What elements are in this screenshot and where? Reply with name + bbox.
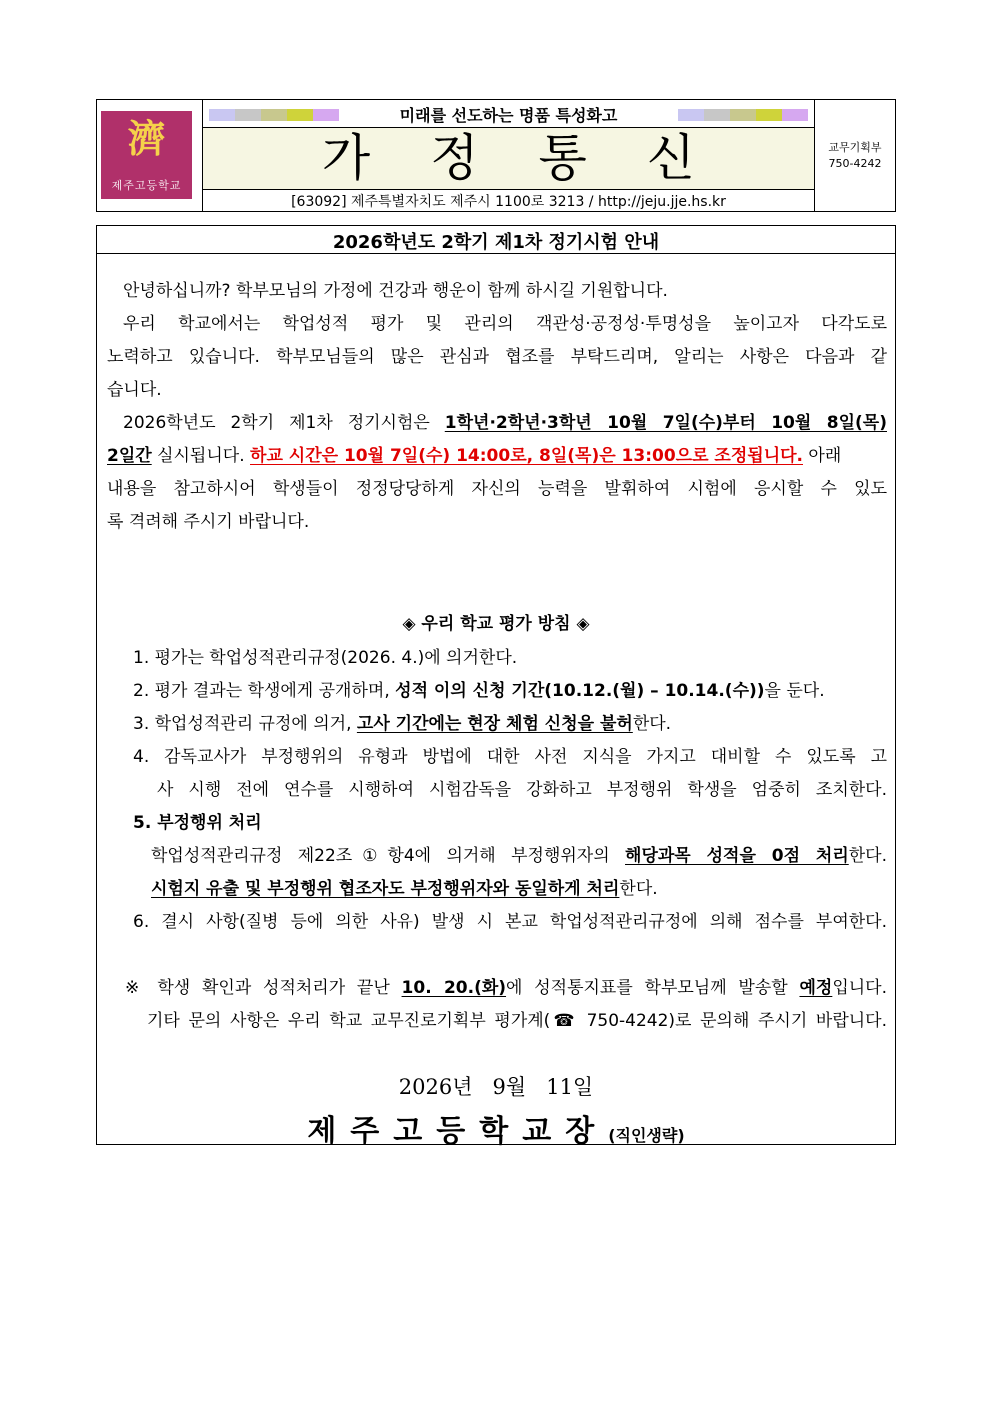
swatch xyxy=(678,109,704,121)
dept-name: 교무기획부 xyxy=(828,141,882,154)
policy-item-5-title: 5. 부정행위 처리 xyxy=(133,813,262,833)
policy-item-4-line-1: 4. 감독교사가 부정행위의 유형과 방법에 대한 사전 지식을 가지고 대비할 수 있도록 고 xyxy=(133,747,887,767)
greeting: 안녕하십니까? 학부모님의 가정에 건강과 행운이 함께 하시길 기원합니다. xyxy=(123,281,668,301)
exam-post-text: 아래 xyxy=(803,446,842,466)
dismissal-time-notice: 하교 시간은 10월 7일(수) 14:00로, 8일(목)은 13:00으로 조정됩니다. xyxy=(250,446,803,466)
policy-item-3 xyxy=(133,708,671,741)
notice-title-row xyxy=(97,226,895,254)
zero-score-rule: 해당과목 성적을 0점 처리 xyxy=(625,846,849,866)
policy-item-5-line-2-post: 한다. xyxy=(619,879,658,899)
note-text: ※ 학생 확인과 성적처리가 끝난 xyxy=(125,978,402,998)
intro-line-3: 습니다. xyxy=(107,380,162,400)
header-center xyxy=(203,100,814,211)
exam-mid-text: 실시됩니다. xyxy=(151,446,251,466)
note-mid-text: 에 성적통지표를 학부모님께 발송할 xyxy=(506,978,800,998)
signer-name: 제주고등학교장 xyxy=(307,1114,609,1149)
swatch xyxy=(756,109,782,121)
policy-title: ◈ 우리 학교 평가 방침 ◈ xyxy=(402,614,590,634)
logo-emblem: 濟 xyxy=(127,116,166,161)
note-line-2 xyxy=(147,1005,887,1038)
issue-date: 2026년 9월 11일 xyxy=(398,1075,594,1099)
policy-item-5-line-1 xyxy=(151,840,887,873)
policy-item-2-post: 을 둔다. xyxy=(764,681,825,701)
swatch xyxy=(782,109,808,121)
notice-title: 2026학년도 2학기 제1차 정기시험 안내 xyxy=(332,232,660,253)
policy-item-3-post: 한다. xyxy=(632,714,672,734)
policy-item-1: 1. 평가는 학업성적관리규정(2026. 4.)에 의거한다. xyxy=(133,648,518,668)
school-address: [63092] 제주특별자치도 제주시 1100로 3213 / http://jeju.jje.hs.kr xyxy=(291,194,726,210)
contact-text: 기타 문의 사항은 우리 학교 교무진로기획부 평가계( xyxy=(147,1011,551,1031)
dept-cell xyxy=(814,100,895,211)
exam-line-2 xyxy=(107,440,841,473)
seal-note: (직인생략) xyxy=(608,1126,685,1145)
slogan: 미래를 선도하는 명품 특성화고 xyxy=(399,106,618,125)
dept-info xyxy=(815,140,895,172)
dept-phone: 750-4242 xyxy=(828,157,882,170)
scheduled-label: 예정 xyxy=(799,978,833,998)
exam-duration: 2일간 xyxy=(107,446,152,466)
exam-line-4: 록 격려해 주시기 바랍니다. xyxy=(107,512,310,532)
policy-item-4-line-2: 사 시행 전에 연수를 시행하여 시험감독을 강화하고 부정행위 학생을 엄중히 조치한다. xyxy=(157,780,887,800)
swatch xyxy=(704,109,730,121)
notice-box xyxy=(96,225,896,1149)
policy-item-5-post: 한다. xyxy=(848,846,887,866)
school-logo xyxy=(101,111,192,199)
policy-item-5-text: 학업성적관리규정 제22조①항4에 의거해 부정행위자의 xyxy=(151,846,626,866)
exam-line-1 xyxy=(107,407,887,440)
letterhead xyxy=(96,99,896,212)
exam-intro-text: 2026학년도 2학기 제1차 정기시험은 xyxy=(123,413,445,433)
policy-item-2 xyxy=(133,675,825,708)
phone-icon: ☎ xyxy=(550,1011,578,1031)
logo-school-name: 제주고등학교 xyxy=(111,179,182,192)
policy-item-3-text: 3. 학업성적관리 규정에 의거, xyxy=(133,714,357,734)
policy-item-5-line-2 xyxy=(151,873,658,906)
appeal-period: 성적 이의 신청 기간(10.12.(월) – 10.14.(수)) xyxy=(395,681,765,701)
signature xyxy=(97,1106,895,1150)
intro-line-1: 우리 학교에서는 학업성적 평가 및 관리의 객관성·공정성·투명성을 높이고자 다각도로 xyxy=(123,314,887,334)
intro-line-2: 노력하고 있습니다. 학부모님들의 많은 관심과 협조를 부탁드리며, 알리는 사항은 다음과 같 xyxy=(107,347,887,367)
color-swatches-right xyxy=(678,109,808,121)
field-trip-ban: 고사 기간에는 현장 체험 신청을 불허 xyxy=(356,714,633,734)
report-date: 10. 20.(화) xyxy=(401,978,507,998)
newsletter-title: 가정통신 xyxy=(321,129,756,187)
slogan-row xyxy=(203,100,814,128)
note-post-text: 입니다. xyxy=(832,978,887,998)
swatch xyxy=(730,109,756,121)
logo-cell xyxy=(97,100,203,211)
contact-phone: 750-4242)로 문의해 주시기 바랍니다. xyxy=(577,1011,887,1031)
title-row xyxy=(203,128,814,190)
exam-period: 1학년·2학년·3학년 10월 7일(수)부터 10월 8일(목) xyxy=(444,413,887,433)
leak-rule: 시험지 유출 및 부정행위 협조자도 부정행위자와 동일하게 처리 xyxy=(151,879,620,899)
policy-item-6: 6. 결시 사항(질병 등에 의한 사유) 발생 시 본교 학업성적관리규정에 의해 점수를 부여한다. xyxy=(133,912,887,932)
note-line-1 xyxy=(125,972,887,1005)
exam-line-3: 내용을 참고하시어 학생들이 정정당당하게 자신의 능력을 발휘하여 시험에 응시할 수 있도 xyxy=(107,479,887,499)
policy-item-2-text: 2. 평가 결과는 학생에게 공개하며, xyxy=(133,681,396,701)
